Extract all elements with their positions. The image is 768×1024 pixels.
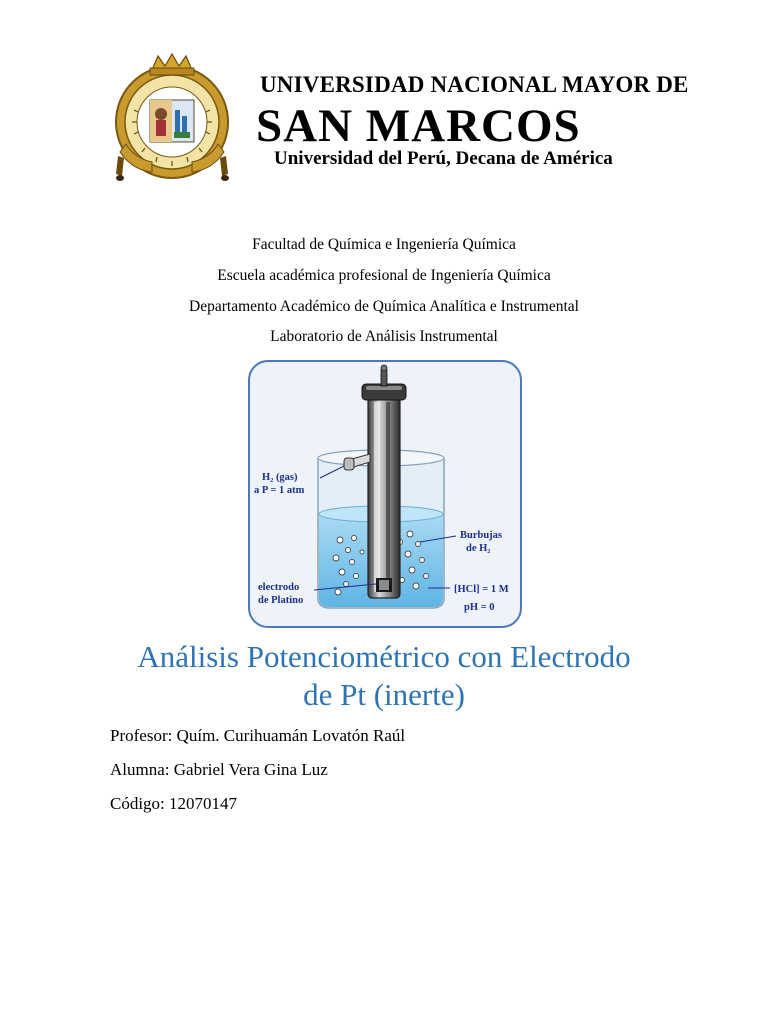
concentration-label: [HCl] = 1 M — [454, 584, 509, 595]
university-name-line2: SAN MARCOS — [256, 100, 581, 152]
gas-label-line1: H₂ (gas) — [262, 472, 298, 483]
electrode-label-line2: de Platino — [258, 595, 304, 606]
document-title-line1: Análisis Potenciométrico con Electrodo — [137, 639, 631, 674]
hydrogen-electrode-figure — [248, 360, 522, 628]
student-line: Alumna: Gabriel Vera Gina Luz — [110, 760, 328, 779]
document-title-line2: de Pt (inerte) — [303, 677, 465, 712]
laboratory-line: Laboratorio de Análisis Instrumental — [270, 328, 498, 345]
faculty-line: Facultad de Química e Ingeniería Química — [252, 236, 516, 253]
professor-line: Profesor: Quím. Curihuamán Lovatón Raúl — [110, 726, 406, 745]
ph-label: pH = 0 — [464, 602, 495, 613]
document-title — [0, 638, 768, 714]
bubbles-label-line1: Burbujas — [460, 530, 503, 541]
school-line: Escuela académica profesional de Ingeniería Química — [217, 267, 551, 284]
code-line: Código: 12070147 — [110, 794, 238, 813]
department-line: Departamento Académico de Química Analítica e Instrumental — [189, 298, 579, 315]
gas-label-line2: a P = 1 atm — [254, 485, 305, 496]
university-name-line1: UNIVERSIDAD NACIONAL MAYOR DE — [260, 72, 689, 97]
bubbles-label-line2: de H₂ — [466, 543, 491, 554]
university-crest-icon — [112, 52, 244, 182]
university-header — [112, 52, 689, 184]
electrode-label-line1: electrodo — [258, 582, 300, 593]
university-motto: Universidad del Perú, Decana de América — [274, 148, 613, 169]
